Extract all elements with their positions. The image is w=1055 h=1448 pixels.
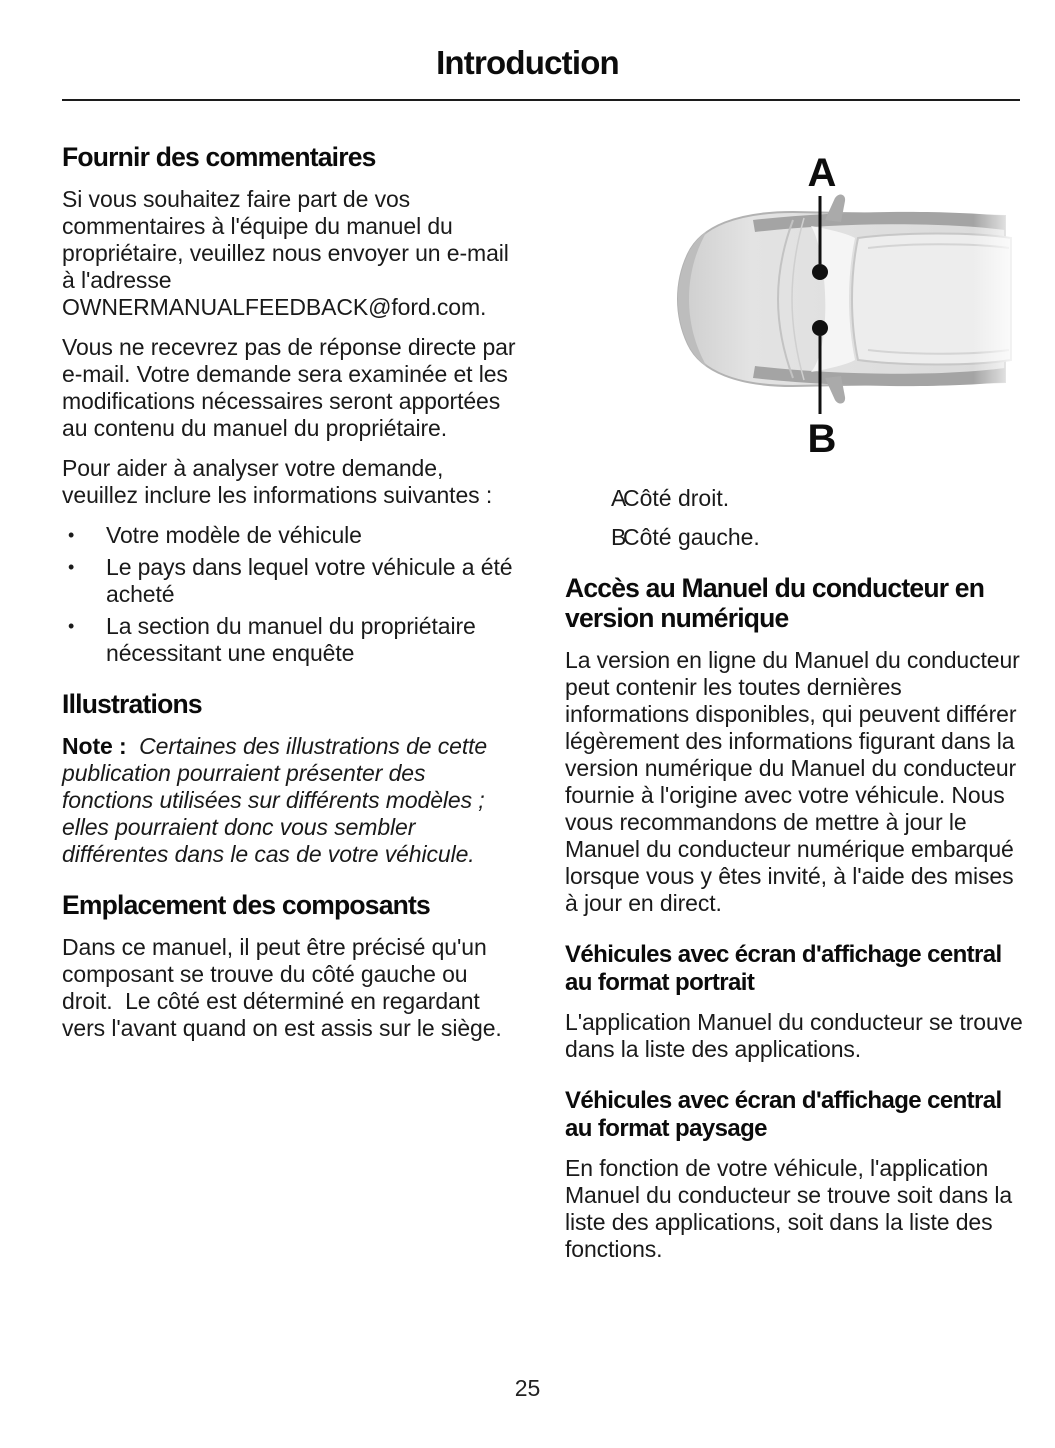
list-item: [62, 554, 522, 608]
left-column: [62, 142, 522, 1276]
list-item: [62, 522, 522, 549]
list-item: [62, 613, 522, 667]
feedback-bullet-list: [62, 522, 522, 667]
car-body: [678, 194, 1023, 403]
illustrations-heading: Illustrations: [62, 689, 202, 719]
digital-manual-paragraph: La version en ligne du Manuel du conducteur peut contenir les toutes dernières informations disponibles, qui peuvent différer légèrement des informations figurant dans la version numérique du Manuel du conducteur fournie à l'origine avec votre véhicule. Nous vous recommandons de mettre à jour le Manuel du conducteur numérique embarqué lorsque vous y êtes invité, à l'aide des mises à jour en direct.: [565, 647, 1020, 916]
bullet-icon: •: [68, 557, 75, 577]
callout-label-b: B: [807, 417, 837, 461]
components-heading: Emplacement des composants: [62, 890, 430, 920]
legend-row: [565, 524, 1025, 551]
illustrations-note: [62, 733, 522, 868]
landscape-paragraph: En fonction de votre véhicule, l'application Manuel du conducteur se trouve soit dans la liste des applications, soit dans la liste des fonctions.: [565, 1155, 1013, 1262]
legend-key: B: [611, 524, 627, 550]
legend-row: [565, 485, 1025, 512]
bullet-text: La section du manuel du propriétaire nécessitant une enquête: [106, 613, 476, 666]
bullet-icon: •: [68, 616, 75, 636]
content-columns: [62, 142, 1025, 1276]
digital-manual-heading: Accès au Manuel du conducteur en version numérique: [565, 573, 985, 633]
feedback-paragraph-2: Vous ne recevrez pas de réponse directe par e-mail. Votre demande sera examinée et les modifications nécessaires seront apportées au contenu du manuel du propriétaire.: [62, 334, 516, 441]
note-label: Note :: [62, 733, 127, 759]
feedback-paragraph-3: Pour aider à analyser votre demande, veuillez inclure les informations suivantes :: [62, 455, 493, 508]
figure-legend: [565, 485, 1025, 551]
bullet-icon: •: [68, 525, 75, 545]
note-text: Certaines des illustrations de cette publication pourraient présenter des fonctions utilisées sur différents modèles ; elles pourraient donc vous sembler différentes dans le cas de votre véhicule.: [62, 733, 488, 867]
car-top-view-illustration: [643, 142, 1023, 462]
note-spacer: [127, 733, 140, 759]
components-paragraph: Dans ce manuel, il peut être précisé qu'un composant se trouve du côté gauche ou droit. Le côté est déterminé en regardant vers l'avant quand on est assis sur le siège.: [62, 934, 502, 1041]
bullet-text: Votre modèle de véhicule: [106, 522, 362, 548]
portrait-paragraph: L'application Manuel du conducteur se trouve dans la liste des applications.: [565, 1009, 1023, 1062]
feedback-paragraph-1: Si vous souhaitez faire part de vos commentaires à l'équipe du manuel du propriétaire, veuillez nous envoyer un e-mail à l'adresse OWNERMANUALFEEDBACK@ford.com.: [62, 186, 509, 320]
bullet-text: Le pays dans lequel votre véhicule a été acheté: [106, 554, 513, 607]
callout-label-a: A: [807, 151, 837, 195]
title-divider: [62, 99, 1020, 101]
page-title: Introduction: [436, 44, 619, 81]
right-column: [565, 142, 1025, 1276]
portrait-heading: Véhicules avec écran d'affichage central au format portrait: [565, 941, 1002, 996]
figure: [643, 142, 1023, 467]
legend-value: Côté gauche.: [623, 524, 760, 550]
feedback-heading: Fournir des commentaires: [62, 142, 376, 172]
legend-value: Côté droit.: [623, 485, 730, 511]
legend-key: A: [611, 485, 627, 511]
page-number: 25: [514, 1375, 541, 1401]
landscape-heading: Véhicules avec écran d'affichage central au format paysage: [565, 1087, 1002, 1142]
